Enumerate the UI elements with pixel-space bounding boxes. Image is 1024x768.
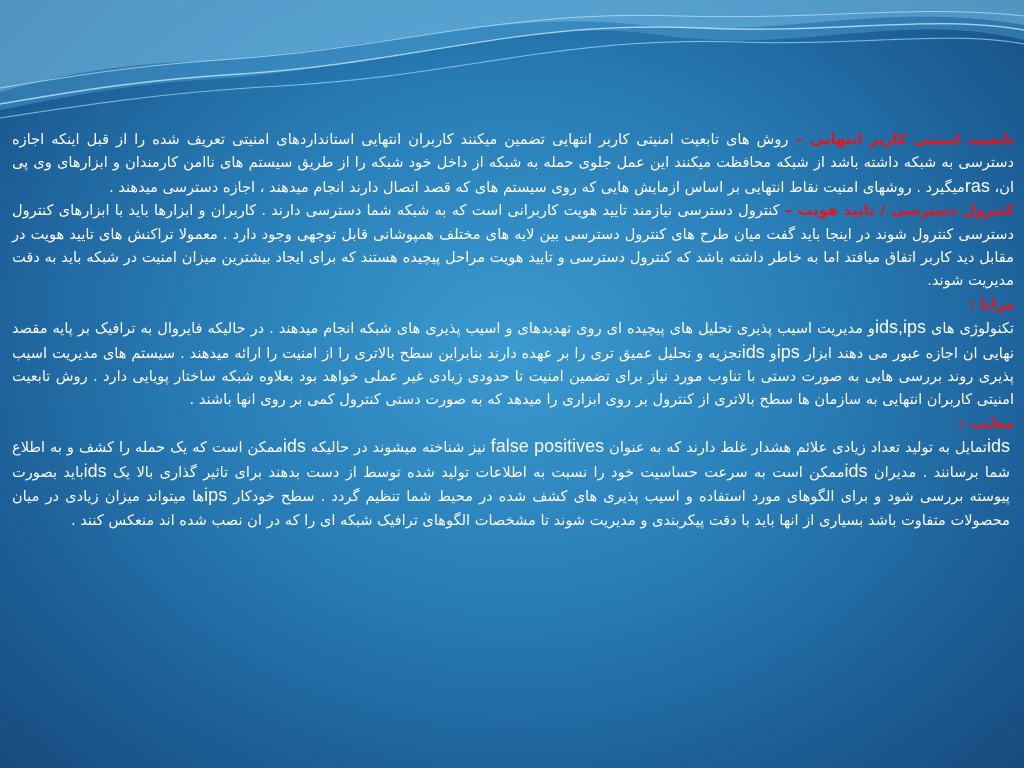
text-advantages-c: و — [764, 344, 777, 362]
heading-advantages: مزایا : — [969, 295, 1014, 313]
text-advantages-d: تجزیه و تحلیل عمیق تری را بر عهده دارند بنابراین سطح بالاتری را از امنیت را ارائه میدهند . سیستم های مدیریت اسیب پذیری روند بررسی هایی به صورت دستی با تناوب مورد نیاز برای تضمین امنیت تا حدودی زیادی غیر عملی خواهد بود بعلاوه شبکه ساختار پویایی دارد . روش تابعیت امنیتی کاربران انتهایی به سازمان ها سطح بالاتری از کنترول بر روی ابزاری را میدهد که به صورت دستی کنترول کمی بر روی انها باشند . — [12, 344, 1014, 409]
heading-endpoint-compliance: تابعیت امنیتی کاربر انتهایی – — [795, 131, 1014, 148]
section-disadvantages — [12, 435, 1014, 532]
term-ids: ids — [741, 341, 765, 362]
heading-disadvantages: معایب : — [959, 414, 1014, 432]
term-ids-1: ids — [986, 436, 1010, 457]
slide-body — [12, 128, 1014, 532]
term-ras: ras — [964, 175, 990, 196]
text-disadvantages-b: نیز شناخته میشوند در حالیکه — [305, 439, 491, 457]
text-advantages-b: و مدیریت اسیب پذیری تحلیل های پیچیده ای روی تهدیدهای و اسیب پذیری های شبکه انجام میدهند . در حالیکه فایروال به ترافیک بر پایه مقصد نهایی ان اجازه عبور می دهند ابزار — [12, 320, 1015, 362]
term-ids-3: ids — [844, 460, 868, 481]
section-disadvantages-heading — [12, 412, 1014, 435]
section-advantages-heading — [12, 293, 1014, 316]
text-endpoint-compliance-a: روش های تابعیت امنیتی کاربر انتهایی تضمین میکنند کاربران انتهایی استانداردهای امنیتی تعریف شده را از قبل اینکه اجازه دسترسی به شبکه داشته باشد از شبکه محافظت میکنند این عمل جلوی حمله به شبکه از داخل خود شبکه را از طریق سیستم های ناامن کارمندان و ابزارهای وی پی ان، — [12, 131, 1014, 196]
decorative-waves — [0, 0, 1024, 130]
text-disadvantages-f: ها میتواند میزان زیادی در میان محصولات متفاوت باشد بسیاری از انها باید با دقت پیکربندی و مدیریت شوند تا مشخصات الگوهای ترافیک شبکه ای را که در ان نصب شده اند منعکس کنند . — [12, 488, 1010, 529]
text-advantages-a: تکنولوژی های — [926, 320, 1014, 338]
section-access-control — [12, 199, 1014, 293]
text-access-control: کنترول دسترسی نیازمند تایید هویت کاربرانی است که به شبکه شما دسترسی دارند . کاربران و ابزارها باید با ابزارهای کنترول دسترسی کنترول شوند در اینجا باید گفت میان طرح های کنترول دسترسی بین لایه های مختلف همپوشانی قابل توجهی وجود دارد . معمولا تراکنش های تایید هویت در مقابل دید کاربر اتفاق میافتد اما به خاطر داشته باشد که کنترول دسترسی و تایید هویت مراحل پیچیده هستند که برای ایجاد بیشترین میزان امنیت در شبکه باید به دقت مدیریت شوند. — [12, 202, 1014, 290]
text-disadvantages-c: ممکن است که یک حمله را کشف و به اطلاع شما برسانند . مدیران — [12, 439, 1010, 481]
section-endpoint-compliance — [12, 128, 1014, 199]
term-ids-2: ids — [282, 436, 306, 457]
text-disadvantages-a: تمایل به تولید تعداد زیادی علائم هشدار غلط دارند که به عنوان — [604, 439, 987, 457]
term-ids-4: ids — [83, 460, 107, 481]
heading-access-control: کنترول دسترسی / تایید هویت – — [784, 202, 1014, 220]
text-endpoint-compliance-b: میگیرد . روشهای امنیت نقاط انتهایی بر اساس ازمایش هایی که روی سیستم های که قصد اتصال دارند انجام میدهند ، اجازه دسترسی میدهند . — [109, 178, 965, 196]
term-ips: ips — [776, 341, 800, 362]
section-advantages — [12, 316, 1014, 412]
text-disadvantages-e: باید بصورت پیوسته بررسی شود و برای الگوهای مورد استفاده و اسیب پذیری های کشف شده در محیط شما تنظیم گردد . سطح خودکار — [12, 463, 1010, 506]
term-false-positives: false positives — [490, 436, 605, 457]
term-ids-ips: ids,ips — [874, 317, 926, 338]
text-disadvantages-d: ممکن است به سرعت حساسیت خود را نسبت به اطلاعات تولید شده توسط از دست بدهند برای تاثیر گذاری بالا یک — [106, 463, 845, 481]
term-ips-2: ips — [204, 485, 228, 506]
